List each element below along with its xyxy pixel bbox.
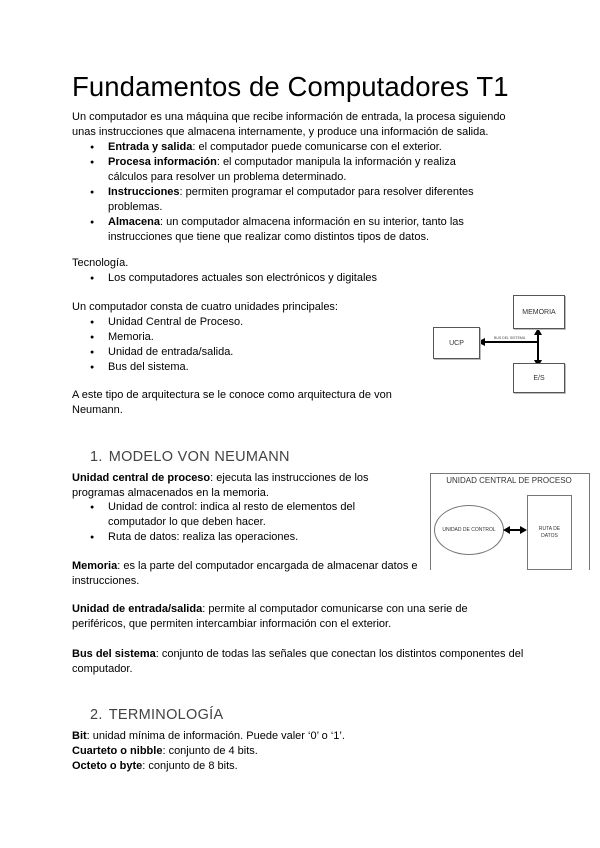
memory-box: MEMORIA <box>513 295 565 329</box>
technology-item: ● Los computadores actuales son electrónicos y digitales <box>72 271 472 286</box>
unit-item: ● Bus del sistema. <box>72 360 412 375</box>
feature-item <box>72 140 492 155</box>
intro-line-2: unas instrucciones que almacena internamente, y produce una información de salida. <box>72 126 489 138</box>
bus-definition <box>72 647 537 677</box>
feature-item <box>72 185 492 215</box>
page-title: Fundamentos de Computadores T1 <box>72 71 509 102</box>
feature-item <box>72 215 492 245</box>
cpu-subitems-list <box>72 500 407 545</box>
cpu-definition <box>72 471 402 501</box>
unit-item: ● Memoria. <box>72 330 412 345</box>
cpu-diagram <box>430 473 590 571</box>
term-label: Bit <box>72 730 87 742</box>
definition-term: Unidad de entrada/salida <box>72 603 203 615</box>
cpu-diagram-title: UNIDAD CENTRAL DE PROCESO <box>446 476 572 485</box>
term-label: Octeto o byte <box>72 760 143 772</box>
definition-text: : permite al computador comunicarse con una serie de periféricos, que permiten intercambiar información con el exterior. <box>72 603 468 630</box>
io-box: E/S <box>513 363 565 393</box>
feature-term: Almacena <box>108 216 160 228</box>
feature-term: Entrada y salida <box>108 141 193 153</box>
definition-term: Bus del sistema <box>72 648 156 660</box>
feature-term: Procesa información <box>108 156 217 168</box>
feature-text: : permiten programar el computador para resolver diferentes problemas. <box>108 186 474 213</box>
intro-paragraph <box>72 110 542 140</box>
section-title: TERMINOLOGÍA <box>108 707 224 723</box>
control-unit-ellipse: UNIDAD DE CONTROL <box>434 505 504 555</box>
definition-text: : ejecuta las instrucciones de los programas almacenados en la memoria. <box>72 472 369 499</box>
unit-item: ● Unidad Central de Proceso. <box>72 315 412 330</box>
term-text: : conjunto de 4 bits. <box>162 745 258 757</box>
feature-term: Instrucciones <box>108 186 180 198</box>
term-bit <box>72 729 345 744</box>
term-text: : unidad mínima de información. Puede valer ‘0’ o ‘1’. <box>86 730 345 742</box>
unit-item: ● Unidad de entrada/salida. <box>72 345 412 360</box>
technology-list <box>72 271 472 286</box>
section-title: MODELO VON NEUMANN <box>108 449 290 465</box>
section-heading-1 <box>90 449 290 465</box>
definition-text: : es la parte del computador encargada de almacenar datos e instrucciones. <box>72 560 418 587</box>
section-number: 1. <box>90 449 103 465</box>
feature-item <box>72 155 492 185</box>
feature-text: : el computador puede comunicarse con el exterior. <box>192 141 442 153</box>
cpu-subitem: ● Unidad de control: indica al resto de elementos del computador lo que deben hacer. <box>72 500 407 530</box>
intro-line-1: Un computador es una máquina que recibe información de entrada, la procesa siguiendo <box>72 111 506 123</box>
section-number: 2. <box>90 707 103 723</box>
units-list <box>72 315 412 375</box>
term-label: Cuarteto o nibble <box>72 745 163 757</box>
term-byte <box>72 759 238 774</box>
technology-label: Tecnología. <box>72 257 129 269</box>
feature-text: : el computador manipula la información y realiza cálculos para resolver un problema determinado. <box>108 156 456 183</box>
units-intro: Un computador consta de cuatro unidades principales: <box>72 301 338 313</box>
term-text: : conjunto de 8 bits. <box>142 760 238 772</box>
datapath-label: RUTA DE DATOS <box>538 525 561 539</box>
architecture-note: A este tipo de arquitectura se le conoce como arquitectura de von Neumann. <box>72 389 392 416</box>
features-list <box>72 140 492 245</box>
memory-definition <box>72 559 427 589</box>
definition-term: Memoria <box>72 560 118 572</box>
definition-term: Unidad central de proceso <box>72 472 211 484</box>
term-nibble <box>72 744 258 759</box>
bus-diagram <box>430 295 580 395</box>
section-heading-2 <box>90 707 223 723</box>
io-definition <box>72 602 492 632</box>
cpu-box: UCP <box>433 327 480 359</box>
bus-label: BUS DEL SISTEMA <box>494 336 526 340</box>
cpu-subitem: ● Ruta de datos: realiza las operaciones. <box>72 530 407 545</box>
feature-text: : un computador almacena información en su interior, tanto las instrucciones que tiene que realizar como distintos tipos de datos. <box>108 216 464 243</box>
definition-text: : conjunto de todas las señales que conectan los distintos componentes del computador. <box>72 648 524 675</box>
control-datapath-arrow <box>430 473 590 571</box>
